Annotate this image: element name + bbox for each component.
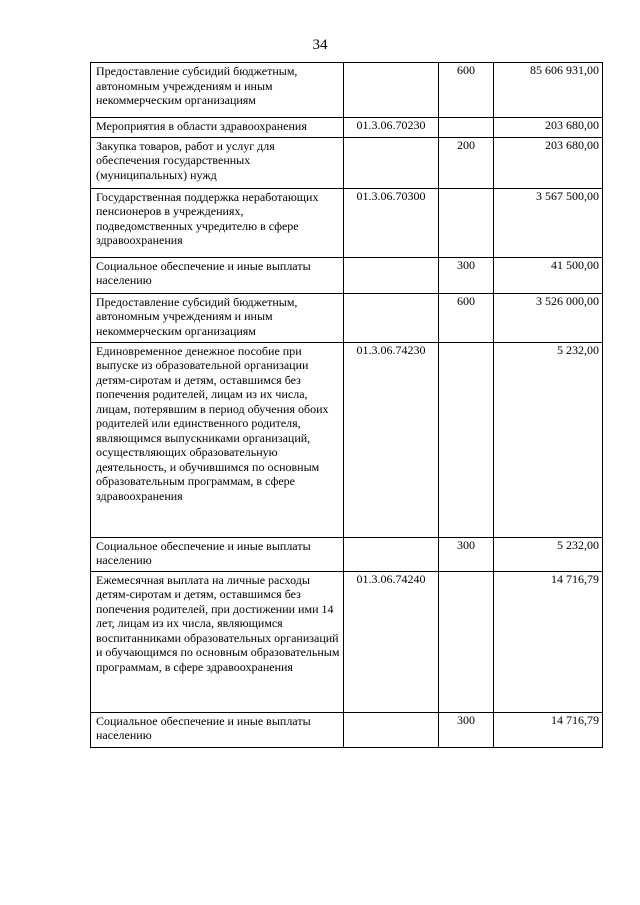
row-amount: 14 716,79	[551, 571, 599, 586]
row-amount: 203 680,00	[545, 137, 599, 152]
row-code	[344, 138, 438, 139]
budget-table	[90, 62, 603, 748]
row-description: Государственная поддержка неработающих пенсионеров в учреждениях, подведомственных учредителю в сфере здравоохранения	[96, 189, 319, 247]
row-amount: 85 606 931,00	[530, 63, 599, 77]
row-amount: 3 567 500,00	[536, 188, 599, 203]
table-row	[91, 342, 603, 537]
row-code: 01.3.06.70230	[356, 118, 426, 132]
row-amount: 5 232,00	[557, 342, 599, 357]
row-description: Единовременное денежное пособие при выпуске из образовательной организации детям-сиротам и детям, оставшимся без попечения родителей, лицам из их числа, лицам, потерявшим в период обучения обоих родителей или единственного родителя, являющимся выпускниками организаций, осуществляющих образовательную деятельность, и обучившимся по основным образовательным программам, в сфере здравоохранения	[96, 343, 329, 503]
row-type: 300	[457, 257, 475, 272]
row-type	[439, 189, 493, 190]
table-row	[91, 63, 603, 118]
page-number: 34	[312, 37, 328, 53]
table-row	[91, 537, 603, 571]
row-description: Ежемесячная выплата на личные расходы детям-сиротам и детям, оставшимся без попечения родителей, при достижении ими 14 лет, лицам из их числа, являющимся воспитанниками образовательных организаций и обучающимся по основным образовательным программам, в сфере здравоохранения	[96, 572, 340, 674]
row-code	[344, 258, 438, 259]
row-amount: 3 526 000,00	[536, 293, 599, 308]
table-row	[91, 188, 603, 257]
table-row	[91, 118, 603, 138]
row-type: 200	[457, 137, 475, 152]
row-description: Мероприятия в области здравоохранения	[96, 119, 307, 133]
row-type: 300	[457, 537, 475, 552]
table-row	[91, 293, 603, 342]
row-code	[344, 538, 438, 539]
row-type: 300	[457, 712, 475, 727]
row-code	[344, 294, 438, 295]
row-type	[439, 343, 493, 344]
row-code: 01.3.06.70300	[356, 188, 426, 203]
row-description: Социальное обеспечение и иные выплаты населению	[96, 713, 311, 742]
row-code	[344, 63, 438, 64]
table-row	[91, 137, 603, 188]
row-type: 600	[457, 293, 475, 308]
row-amount: 203 680,00	[545, 118, 599, 132]
row-type	[439, 572, 493, 573]
table-row	[91, 257, 603, 293]
table-row	[91, 571, 603, 712]
row-description: Социальное обеспечение и иные выплаты населению	[96, 258, 311, 287]
table-row	[91, 712, 603, 747]
row-description: Закупка товаров, работ и услуг для обеспечения государственных (муниципальных) нужд	[96, 138, 275, 182]
row-code	[344, 713, 438, 714]
row-description: Социальное обеспечение и иные выплаты населению	[96, 538, 311, 567]
row-amount: 41 500,00	[551, 257, 599, 272]
row-amount: 5 232,00	[557, 537, 599, 552]
row-code: 01.3.06.74240	[356, 571, 426, 586]
row-type	[439, 118, 493, 119]
row-description: Предоставление субсидий бюджетным, автономным учреждениям и иным некоммерческим организациям	[96, 294, 298, 338]
row-code: 01.3.06.74230	[356, 342, 426, 357]
row-amount: 14 716,79	[551, 712, 599, 727]
row-description: Предоставление субсидий бюджетным, автономным учреждениям и иным некоммерческим организациям	[96, 64, 298, 107]
row-type: 600	[457, 63, 475, 77]
